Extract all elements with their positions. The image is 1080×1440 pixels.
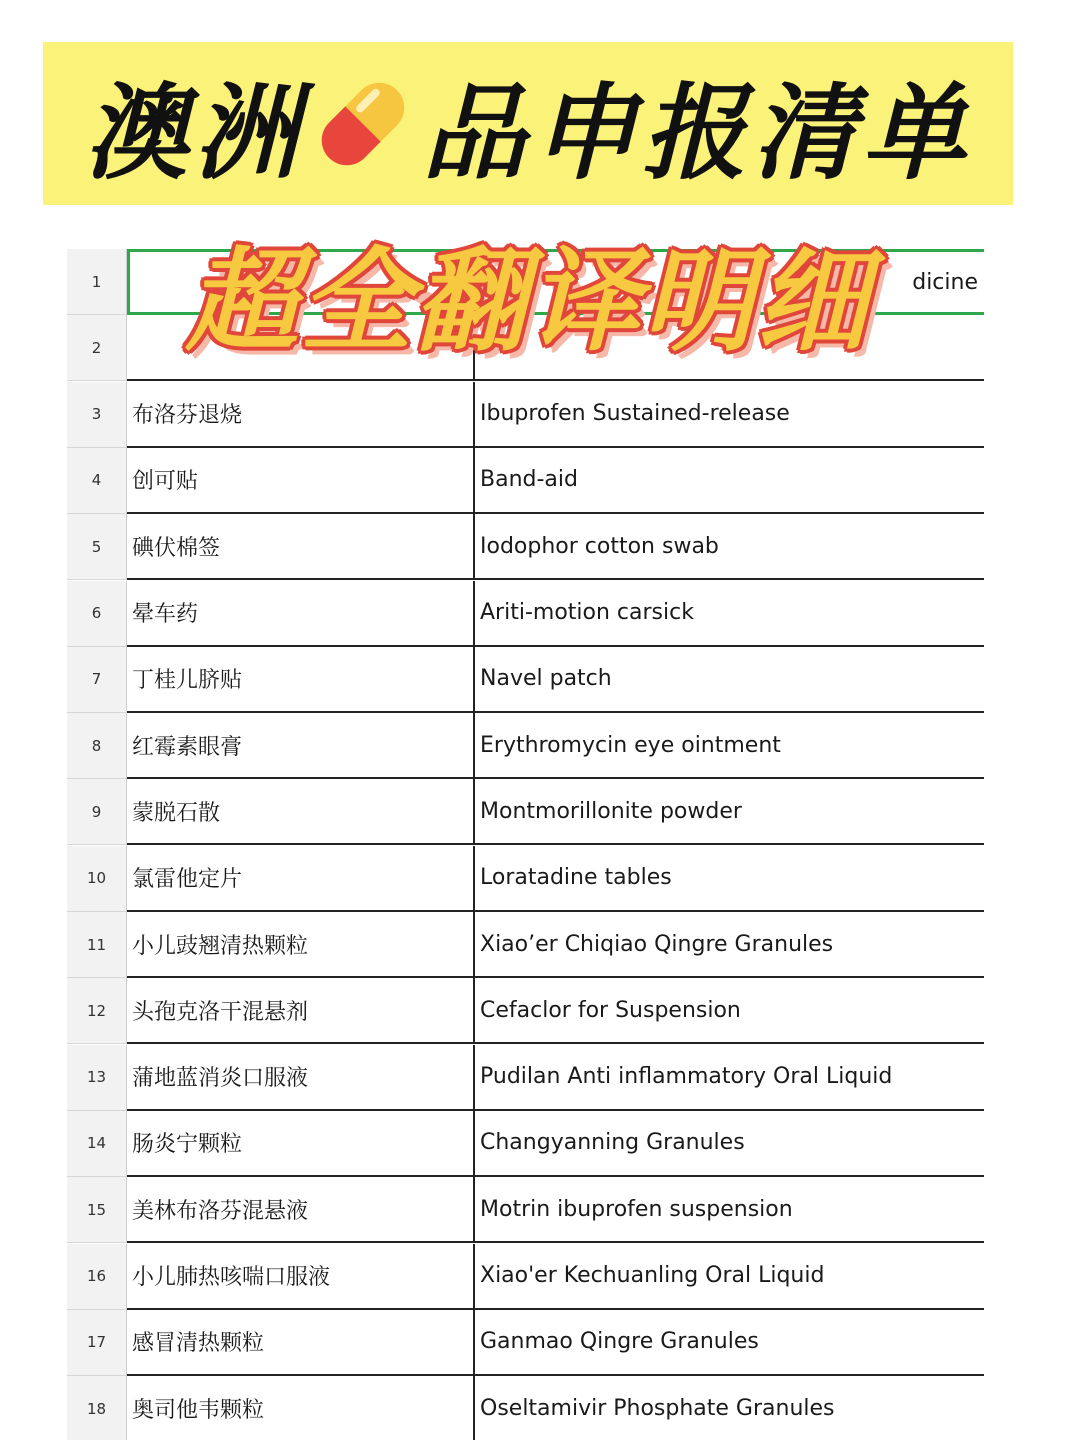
row-number[interactable]: 8 <box>67 713 127 779</box>
row-number[interactable]: 14 <box>67 1111 127 1177</box>
cell-english-name[interactable]: Xiao'er Kechuanling Oral Liquid <box>475 1244 984 1310</box>
row-number[interactable]: 13 <box>67 1045 127 1111</box>
table-row[interactable] <box>67 1376 984 1440</box>
cell-english-name[interactable]: dicine <box>475 249 984 315</box>
cell-chinese-name[interactable]: 布洛芬退烧 <box>127 382 475 448</box>
table-row[interactable] <box>67 1177 984 1243</box>
cell-english-name[interactable]: Xiao’er Chiqiao Qingre Granules <box>475 912 984 978</box>
cell-chinese-name[interactable]: 美林布洛芬混悬液 <box>127 1177 475 1243</box>
cell-chinese-name[interactable]: 感冒清热颗粒 <box>127 1310 475 1376</box>
banner-title-left: 澳洲 <box>83 71 304 194</box>
row-number[interactable]: 10 <box>67 846 127 912</box>
row-number[interactable]: 18 <box>67 1376 127 1440</box>
row-number[interactable]: 3 <box>67 382 127 448</box>
cell-chinese-name[interactable]: 头孢克洛干混悬剂 <box>127 978 475 1044</box>
row-number[interactable]: 4 <box>67 448 127 514</box>
table-row[interactable] <box>67 382 984 448</box>
row-number[interactable]: 6 <box>67 581 127 647</box>
row-number[interactable]: 2 <box>67 315 127 381</box>
cell-chinese-name[interactable]: 小儿肺热咳喘口服液 <box>127 1244 475 1310</box>
table-row[interactable] <box>67 713 984 779</box>
table-row[interactable] <box>67 779 984 845</box>
title-banner <box>43 42 1013 205</box>
table-row[interactable] <box>67 1045 984 1111</box>
table-row[interactable] <box>67 912 984 978</box>
cell-english-name[interactable]: Ganmao Qingre Granules <box>475 1310 984 1376</box>
cell-chinese-name[interactable]: 红霉素眼膏 <box>127 713 475 779</box>
row-number[interactable]: 12 <box>67 978 127 1044</box>
cell-english-name[interactable]: Erythromycin eye ointment <box>475 713 984 779</box>
cell-english-name[interactable]: Ariti-motion carsick <box>475 581 984 647</box>
cell-english-name[interactable]: Loratadine tables <box>475 846 984 912</box>
cell-english-name[interactable]: Montmorillonite powder <box>475 779 984 845</box>
cell-chinese-name[interactable]: 丁桂儿脐贴 <box>127 647 475 713</box>
cell-english-name[interactable]: Changyanning Granules <box>475 1111 984 1177</box>
table-row[interactable] <box>67 448 984 514</box>
row-number[interactable]: 7 <box>67 647 127 713</box>
table-row[interactable] <box>67 846 984 912</box>
cell-english-name[interactable]: Band-aid <box>475 448 984 514</box>
cell-english-name[interactable]: Pudilan Anti inflammatory Oral Liquid <box>475 1045 984 1111</box>
table-row[interactable] <box>67 1111 984 1177</box>
cell-chinese-name[interactable]: 碘伏棉签 <box>127 514 475 580</box>
table-row[interactable] <box>67 647 984 713</box>
cell-english-name[interactable]: Cefaclor for Suspension <box>475 978 984 1044</box>
cell-english-name[interactable]: Motrin ibuprofen suspension <box>475 1177 984 1243</box>
row-number[interactable]: 9 <box>67 779 127 845</box>
table-row[interactable] <box>67 514 984 580</box>
row-number[interactable]: 11 <box>67 912 127 978</box>
cell-chinese-name[interactable]: 蒲地蓝消炎口服液 <box>127 1045 475 1111</box>
table-row[interactable] <box>67 978 984 1044</box>
cell-chinese-name[interactable]: 肠炎宁颗粒 <box>127 1111 475 1177</box>
row-number[interactable]: 16 <box>67 1244 127 1310</box>
row-number[interactable]: 1 <box>67 249 127 315</box>
table-row[interactable] <box>67 1310 984 1376</box>
cell-english-name[interactable]: Ibuprofen Sustained-release <box>475 382 984 448</box>
pill-icon <box>308 69 418 179</box>
cell-chinese-name[interactable]: 蒙脱石散 <box>127 779 475 845</box>
cell-chinese-name[interactable]: 奥司他韦颗粒 <box>127 1376 475 1440</box>
row-number[interactable]: 17 <box>67 1310 127 1376</box>
cell-english-name[interactable]: Oseltamivir Phosphate Granules <box>475 1376 984 1440</box>
cell-chinese-name[interactable]: 小儿豉翘清热颗粒 <box>127 912 475 978</box>
spreadsheet <box>67 235 984 1440</box>
table-row[interactable] <box>67 581 984 647</box>
banner-title-right: 品申报清单 <box>422 71 973 194</box>
banner-title <box>43 42 1013 205</box>
cell-chinese-name[interactable]: 晕车药 <box>127 581 475 647</box>
cell-english-name[interactable]: Iodophor cotton swab <box>475 514 984 580</box>
cell-english-name[interactable]: Navel patch <box>475 647 984 713</box>
table-row[interactable] <box>67 1244 984 1310</box>
cell-chinese-name[interactable]: 创可贴 <box>127 448 475 514</box>
cell-chinese-name[interactable]: 氯雷他定片 <box>127 846 475 912</box>
row-number[interactable]: 15 <box>67 1177 127 1243</box>
overlay-title: 超全翻译明细 <box>186 236 870 367</box>
row-number[interactable]: 5 <box>67 514 127 580</box>
